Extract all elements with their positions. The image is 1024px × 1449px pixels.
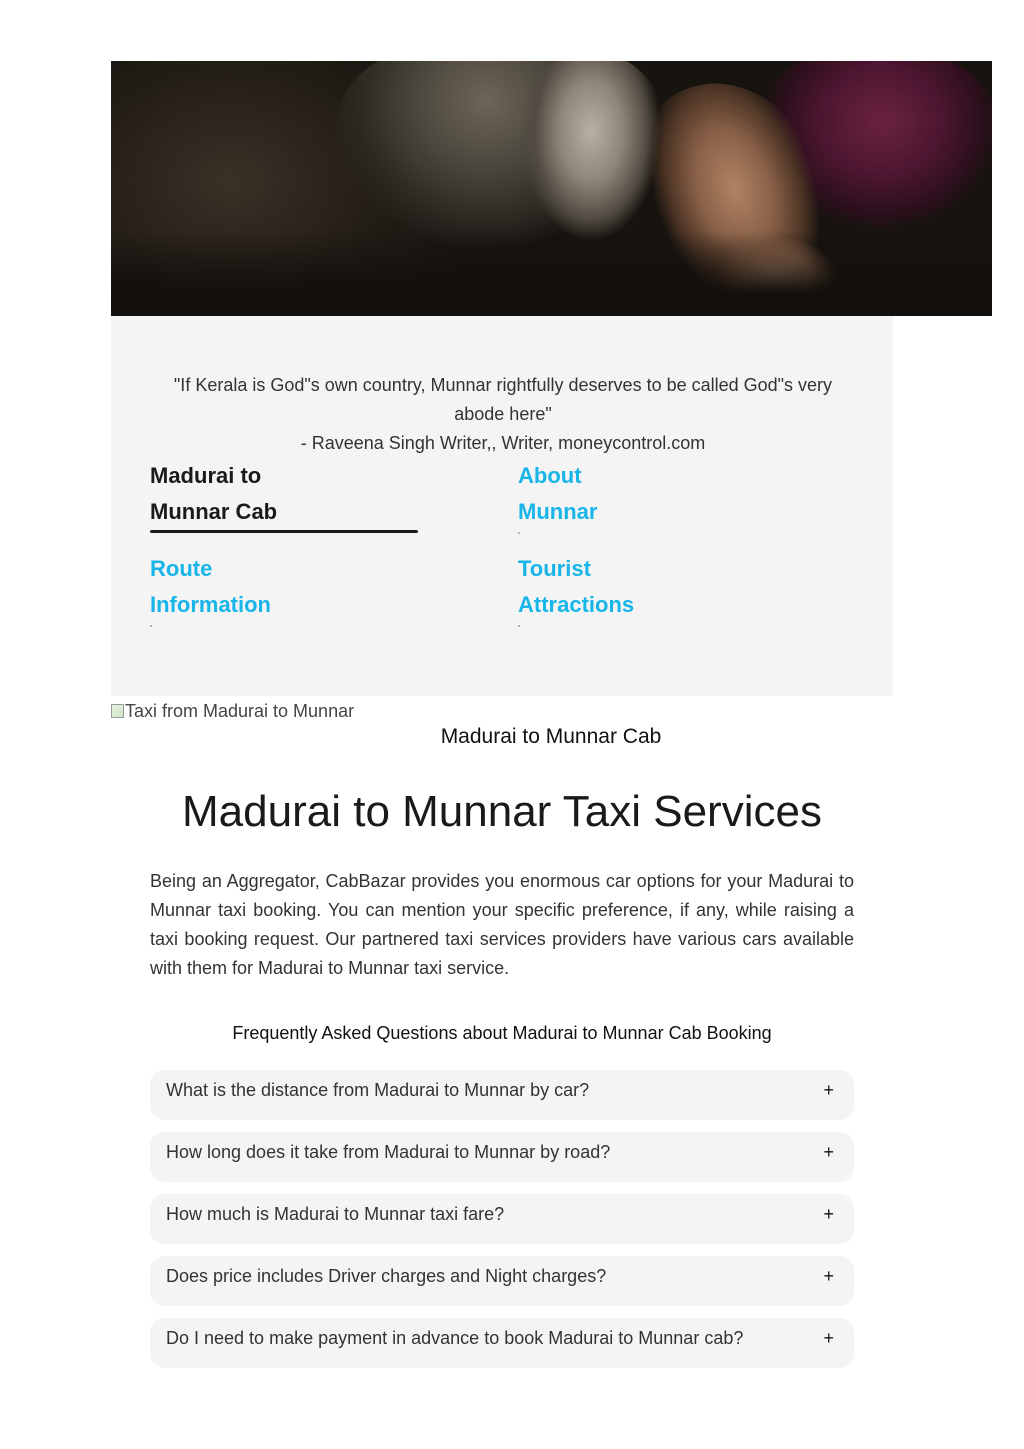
tab-about-munnar[interactable] <box>518 458 597 534</box>
faq-question: How much is Madurai to Munnar taxi fare? <box>166 1204 505 1224</box>
tab-tourist-attractions[interactable] <box>518 551 634 627</box>
tab-label-line2: Information <box>150 592 271 617</box>
taxi-image-alt-text: Taxi from Madurai to Munnar <box>125 701 355 721</box>
plus-icon[interactable]: + <box>823 1266 834 1286</box>
plus-icon[interactable]: + <box>823 1142 834 1162</box>
plus-icon[interactable]: + <box>823 1204 834 1224</box>
tab-label-line2: Munnar <box>518 499 598 524</box>
broken-image-icon <box>111 704 124 718</box>
quote-attribution: - Raveena Singh Writer,, Writer, moneycontrol.com <box>300 433 706 453</box>
tab-label-line1: Tourist <box>518 556 591 581</box>
hero-photo <box>111 61 992 316</box>
tab-madurai-to-munnar-cab[interactable] <box>150 458 277 530</box>
tab-underline-stub <box>518 625 520 627</box>
tab-underline-stub <box>518 532 520 534</box>
faq-heading: Frequently Asked Questions about Madurai to Munnar Cab Booking <box>232 1023 772 1043</box>
faq-question: How long does it take from Madurai to Munnar by road? <box>166 1142 611 1162</box>
faq-item-distance[interactable] <box>150 1070 854 1120</box>
faq-question: What is the distance from Madurai to Munnar by car? <box>166 1080 590 1100</box>
faq-item-charges[interactable] <box>150 1256 854 1306</box>
faq-item-fare[interactable] <box>150 1194 854 1244</box>
page-title: Madurai to Munnar Taxi Services <box>182 787 822 836</box>
tab-label-line1: Route <box>150 556 213 581</box>
intro-paragraph: Being an Aggregator, CabBazar provides you enormous car options for your Madurai to Munnar taxi booking. You can mention your specific preference, if any, while raising a taxi booking request. Our partnered taxi services providers have various cars available with them for Madurai to Munnar taxi service. <box>150 871 854 978</box>
faq-question: Does price includes Driver charges and Night charges? <box>166 1266 607 1286</box>
tab-label-line1: Madurai to <box>150 463 262 488</box>
taxi-image <box>111 699 354 723</box>
faq-item-advance-payment[interactable] <box>150 1318 854 1368</box>
testimonial-quote <box>148 371 858 458</box>
active-tab-underline <box>150 530 418 533</box>
taxi-image-caption: Madurai to Munnar Cab <box>440 725 662 748</box>
plus-icon[interactable]: + <box>823 1080 834 1100</box>
tab-route-information[interactable] <box>150 551 271 627</box>
plus-icon[interactable]: + <box>823 1328 834 1348</box>
hero-shadow-shape <box>111 231 992 316</box>
tab-label-line2: Munnar Cab <box>150 499 278 524</box>
tab-underline-stub <box>150 625 152 627</box>
tab-label-line2: Attractions <box>518 592 635 617</box>
faq-item-duration[interactable] <box>150 1132 854 1182</box>
faq-question: Do I need to make payment in advance to book Madurai to Munnar cab? <box>166 1328 744 1348</box>
quote-text: "If Kerala is God"s own country, Munnar rightfully deserves to be called God"s very abode here" <box>173 375 833 424</box>
tab-label-line1: About <box>518 463 582 488</box>
